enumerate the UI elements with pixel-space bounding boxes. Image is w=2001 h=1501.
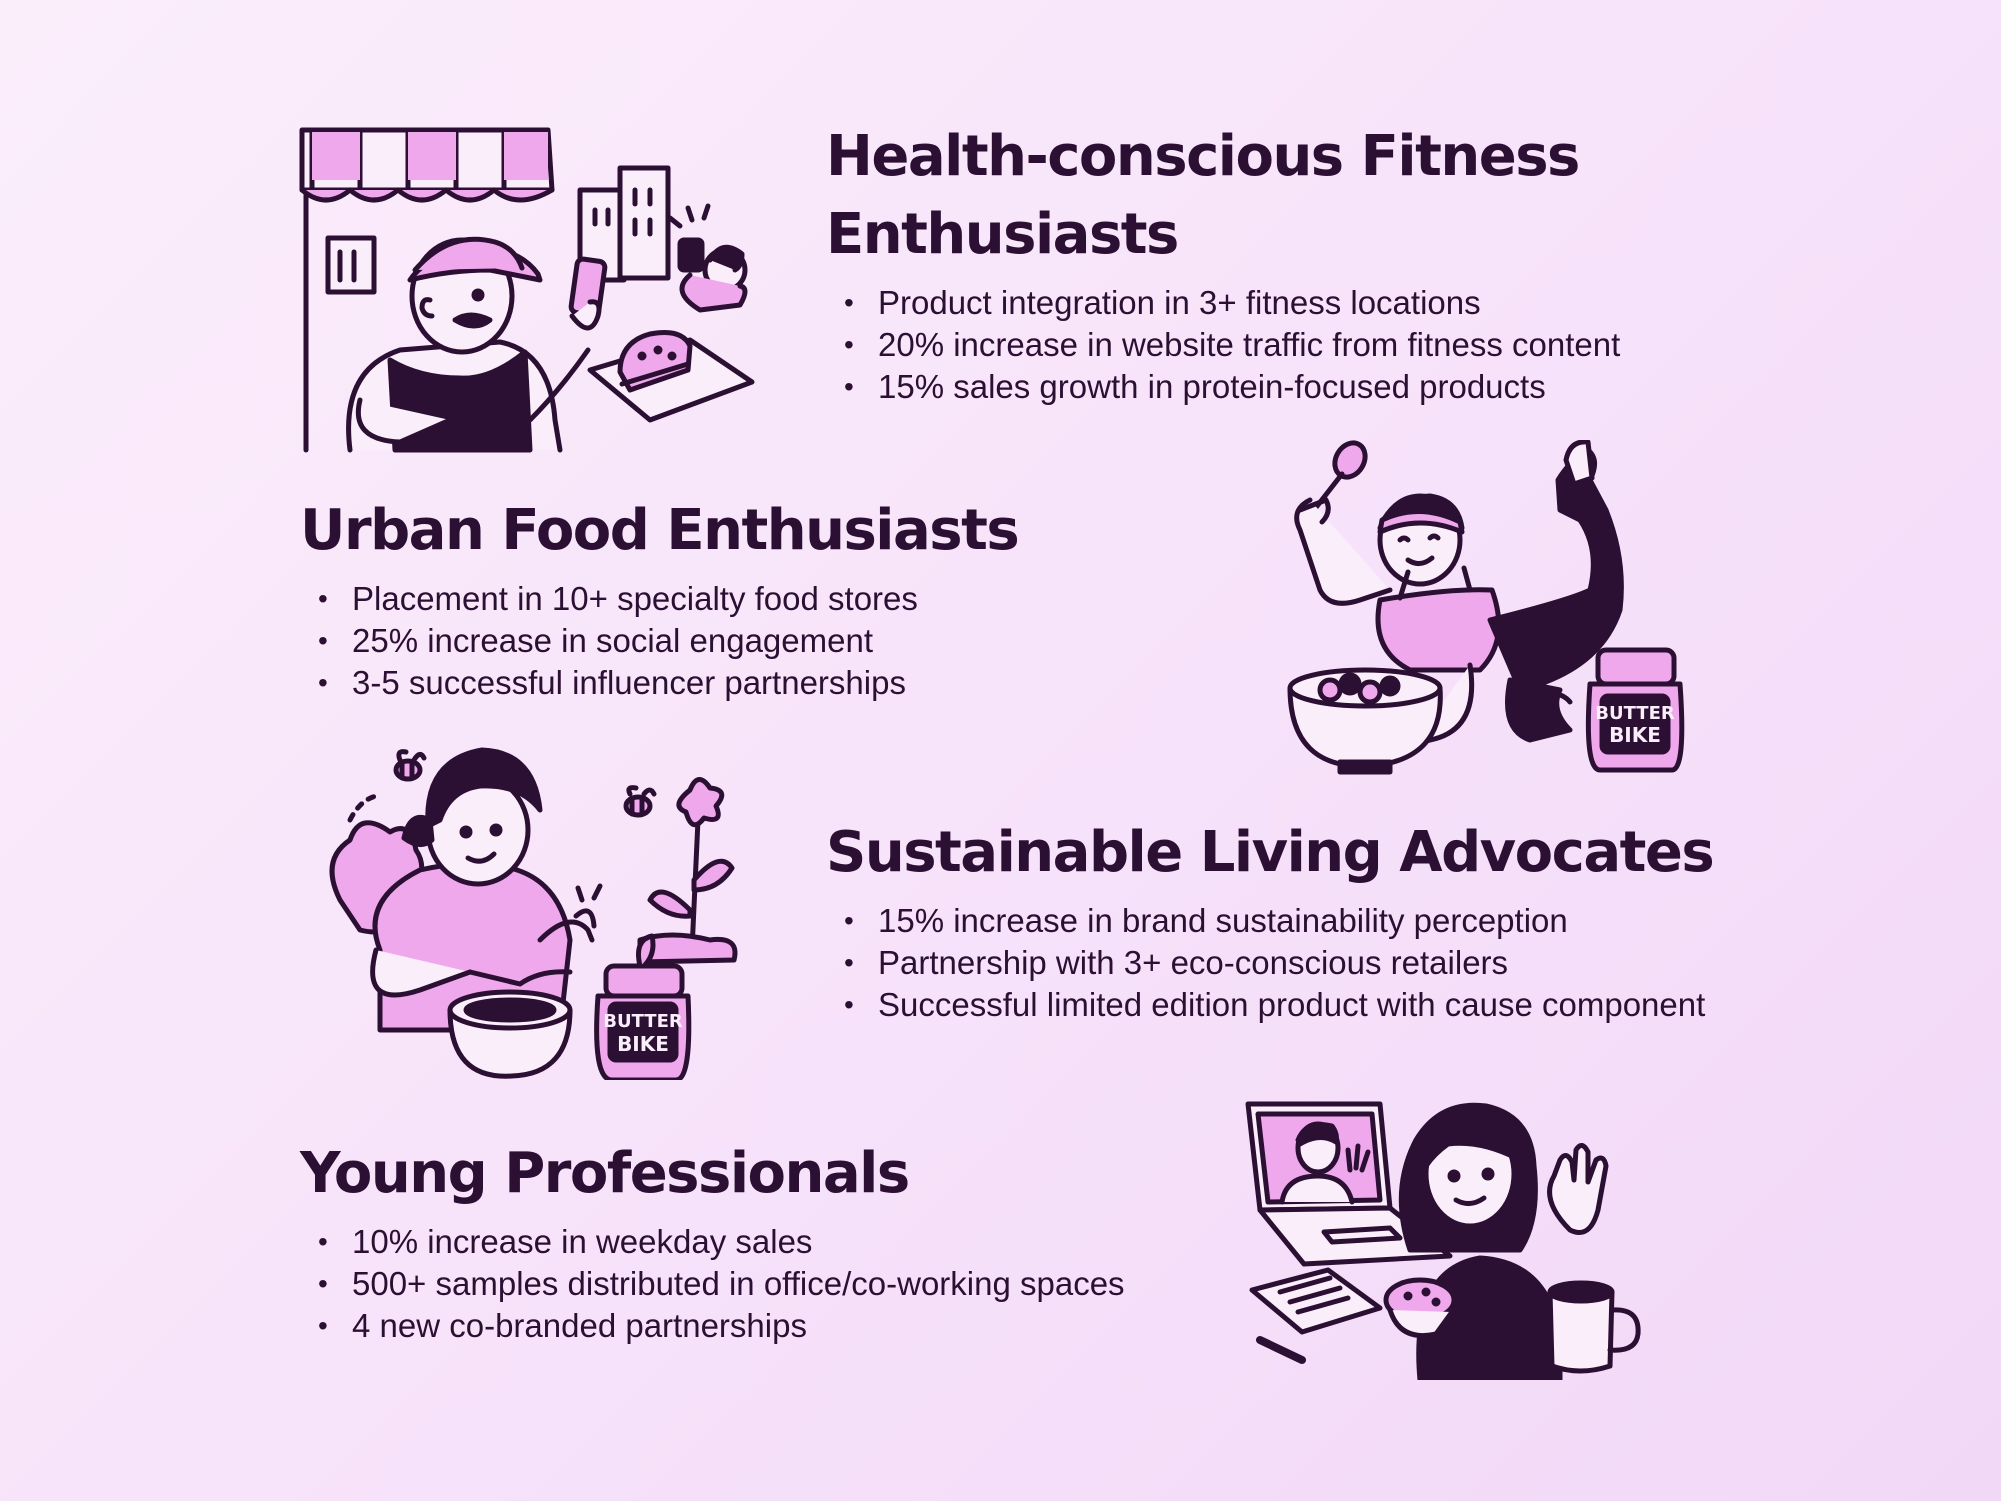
bullet-item: • Product integration in 3+ fitness locations bbox=[826, 282, 1620, 324]
segment-fitness bbox=[826, 118, 1620, 408]
video-call-illustration bbox=[1240, 1080, 1670, 1380]
bullet-list bbox=[300, 1221, 1125, 1347]
bullet-item: • Placement in 10+ specialty food stores bbox=[300, 578, 1018, 620]
bullet-item: • 15% increase in brand sustainability perception bbox=[826, 900, 1713, 942]
bullet-list bbox=[826, 900, 1713, 1026]
jar-label-line1: BUTTER bbox=[603, 1011, 683, 1032]
segment-urban-food bbox=[300, 492, 1018, 704]
segment-sustainable bbox=[826, 814, 1713, 1026]
bullet-item: • 500+ samples distributed in office/co-working spaces bbox=[300, 1263, 1125, 1305]
segment-title: Urban Food Enthusiasts bbox=[300, 498, 1019, 563]
vendor-illustration bbox=[290, 120, 760, 460]
bullet-list bbox=[300, 578, 1018, 704]
bullet-item: • 3-5 successful influencer partnerships bbox=[300, 662, 1018, 704]
bullet-list bbox=[826, 282, 1620, 408]
bullet-item: • 4 new co-branded partnerships bbox=[300, 1305, 1125, 1347]
segment-title: Health-conscious Fitness Enthusiasts bbox=[826, 124, 1579, 267]
bullet-item: • 10% increase in weekday sales bbox=[300, 1221, 1125, 1263]
segment-young-professionals bbox=[300, 1135, 1125, 1347]
bullet-item: • Successful limited edition product with cause component bbox=[826, 984, 1713, 1026]
bullet-item: • 20% increase in website traffic from fitness content bbox=[826, 324, 1620, 366]
gardener-illustration bbox=[320, 740, 750, 1080]
jar-label-line2: BIKE bbox=[617, 1032, 669, 1056]
segment-title: Young Professionals bbox=[300, 1141, 909, 1206]
bullet-item: • 15% sales growth in protein-focused products bbox=[826, 366, 1620, 408]
bullet-item: • 25% increase in social engagement bbox=[300, 620, 1018, 662]
yoga-illustration bbox=[1270, 440, 1690, 780]
bullet-item: • Partnership with 3+ eco-conscious retailers bbox=[826, 942, 1713, 984]
jar-label-line2: BIKE bbox=[1609, 723, 1661, 747]
segment-title: Sustainable Living Advocates bbox=[826, 820, 1714, 885]
jar-label-line1: BUTTER bbox=[1595, 703, 1675, 724]
